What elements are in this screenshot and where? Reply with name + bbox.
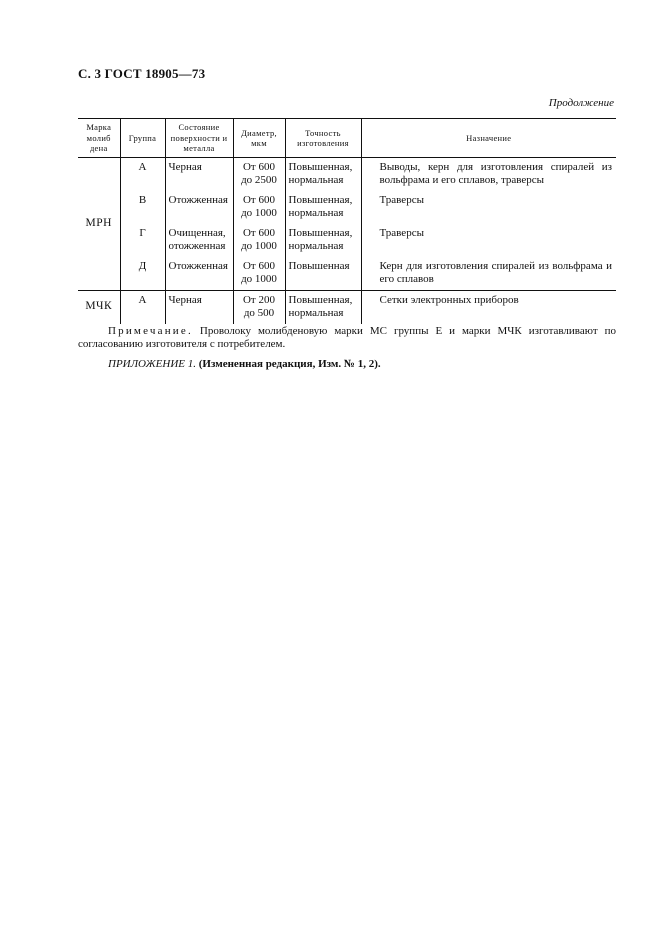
note-text: Проволоку молибденовую марки МС группы Е и марки МЧК изготавливают по согласованию изготовителя с потребителем. xyxy=(78,325,616,350)
purpose-cell: Выводы, керн для изготовления спиралей из вольфрама и его сплавов, траверсы xyxy=(361,158,616,192)
accuracy-cell: Повышенная xyxy=(285,257,361,291)
column-header-state: Состояние поверхности и металла xyxy=(165,119,233,158)
purpose-cell: Керн для изготовления спиралей из вольфрама и его сплавов xyxy=(361,257,616,291)
appendix-text: (Измененная редакция, Изм. № 1, 2). xyxy=(195,358,381,370)
column-header-accuracy: Точность изготовления xyxy=(285,119,361,158)
mark-cell: МЧК xyxy=(85,300,113,313)
group-cell: А xyxy=(120,158,165,192)
table-note xyxy=(78,325,616,351)
purpose-cell: Траверсы xyxy=(361,224,616,257)
diameter-cell: От 600 до 1000 xyxy=(233,191,285,224)
state-cell: Отожженная xyxy=(165,191,233,224)
column-header-mark: Марка молиб дена xyxy=(78,119,120,158)
table-row xyxy=(78,224,616,257)
note-label: Примечание. xyxy=(108,325,193,337)
purpose-cell: Сетки электронных приборов xyxy=(361,291,616,325)
group-cell: А xyxy=(120,291,165,325)
diameter-cell: От 600 до 1000 xyxy=(233,224,285,257)
column-header-group: Группа xyxy=(120,119,165,158)
diameter-cell: От 200 до 500 xyxy=(233,291,285,325)
group-cell: Г xyxy=(120,224,165,257)
page-title: С. 3 ГОСТ 18905—73 xyxy=(78,66,206,81)
appendix-label: ПРИЛОЖЕНИЕ 1. xyxy=(108,358,196,370)
column-header-purpose: Назначение xyxy=(361,119,616,158)
table-header-row xyxy=(78,119,616,158)
diameter-cell: От 600 до 2500 xyxy=(233,158,285,192)
accuracy-cell: Повышенная, нормальная xyxy=(285,191,361,224)
table-row xyxy=(78,191,616,224)
group-cell: В xyxy=(120,191,165,224)
state-cell: Черная xyxy=(165,291,233,325)
table-row xyxy=(78,158,616,192)
purpose-cell: Траверсы xyxy=(361,191,616,224)
accuracy-cell: Повышенная, нормальная xyxy=(285,291,361,325)
table-row xyxy=(78,291,616,325)
specification-table xyxy=(78,118,616,324)
column-header-diameter: Диаметр, мкм xyxy=(233,119,285,158)
accuracy-cell: Повышенная, нормальная xyxy=(285,224,361,257)
state-cell: Отожженная xyxy=(165,257,233,291)
continuation-label: Продолжение xyxy=(548,97,614,109)
mark-cell: МРН xyxy=(78,158,120,291)
appendix-reference xyxy=(108,358,381,370)
group-cell: Д xyxy=(120,257,165,291)
accuracy-cell: Повышенная, нормальная xyxy=(285,158,361,192)
state-cell: Черная xyxy=(165,158,233,192)
diameter-cell: От 600 до 1000 xyxy=(233,257,285,291)
table-row xyxy=(78,257,616,291)
state-cell: Очищенная, отожженная xyxy=(165,224,233,257)
